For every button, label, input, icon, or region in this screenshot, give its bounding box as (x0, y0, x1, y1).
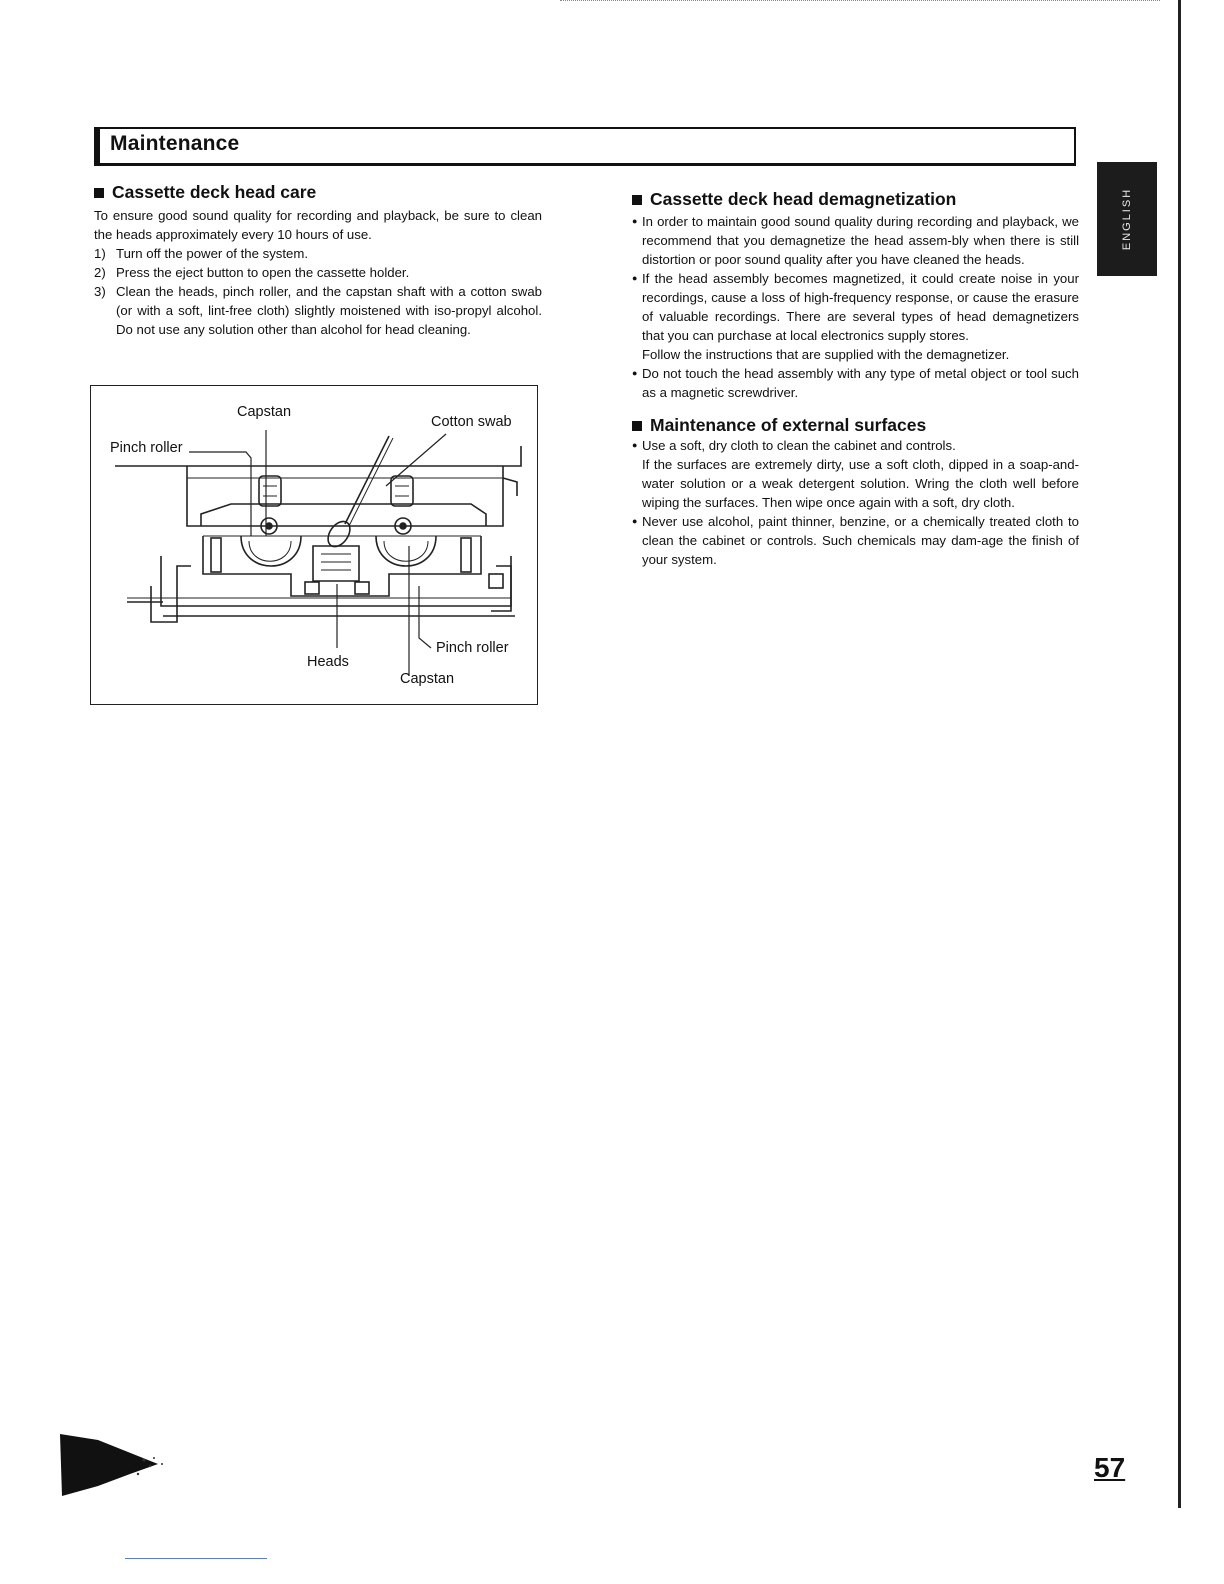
external-list-cont (632, 512, 1079, 569)
language-tab (1097, 162, 1157, 276)
external-sub-text: If the surfaces are extremely dirty, use a soft cloth, dipped in a soap-and-water solution or a weak detergent solution. Wring the cloth well before wiping the surfaces. Then wipe once again with a soft, dry cloth. (642, 457, 1079, 510)
list-item (632, 436, 1079, 455)
scan-corner-mark-icon (58, 1430, 168, 1500)
bullet-dot-icon: ● (632, 440, 638, 450)
step-number: 2) (94, 265, 106, 280)
header-left-bar (96, 127, 100, 165)
demag-list-cont (632, 364, 1079, 402)
scan-artifact-blue-line (125, 1558, 267, 1559)
head-care-heading (94, 183, 542, 202)
list-item (632, 364, 1079, 402)
head-care-steps (94, 244, 542, 339)
step-text: Press the eject button to open the cassette holder. (116, 265, 410, 280)
list-item (632, 512, 1079, 569)
head-care-section (94, 183, 542, 339)
bullet-dot-icon: ● (632, 273, 638, 283)
demag-follow-text: Follow the instructions that are supplied with the demagnetizer. (642, 347, 1010, 362)
step-item (94, 244, 542, 263)
list-item-text: Do not touch the head assembly with any type of metal object or tool such as a magnetic screwdriver. (642, 366, 1079, 400)
square-bullet-icon (94, 188, 104, 198)
scan-artifact-line (560, 0, 1160, 3)
page-edge-rule (1178, 0, 1181, 1508)
demag-list (632, 212, 1079, 345)
square-bullet-icon (632, 195, 642, 205)
list-item-text: In order to maintain good sound quality during recording and playback, we recommend that you demagnetize the head assem-bly when there is still distortion or poor sound quality after you have cleaned the heads. (642, 214, 1079, 267)
square-bullet-icon (632, 421, 642, 431)
step-text: Turn off the power of the system. (116, 246, 309, 261)
figure-label-cotton-swab: Cotton swab (431, 414, 512, 430)
figure-label-heads: Heads (307, 654, 349, 670)
external-list (632, 436, 1079, 455)
figure-label-capstan-bottom: Capstan (400, 671, 455, 687)
list-item (632, 212, 1079, 269)
head-care-intro: To ensure good sound quality for recording and playback, be sure to clean the heads approximately every 10 hours of use. (94, 208, 542, 242)
language-tab-label: ENGLISH (1121, 187, 1133, 251)
external-heading (632, 416, 1079, 435)
bullet-dot-icon: ● (632, 516, 638, 526)
step-item (94, 282, 542, 339)
figure-label-pinch-roller-right: Pinch roller (436, 640, 509, 656)
demag-title: Cassette deck head demagnetization (650, 189, 957, 209)
figure-label-pinch-roller-left: Pinch roller (110, 440, 183, 456)
step-item (94, 263, 542, 282)
section-header (94, 127, 1076, 166)
bullet-dot-icon: ● (632, 368, 638, 378)
list-item-text: If the head assembly becomes magnetized, it could create noise in your recordings, cause a loss of high-frequency response, or cause the erasure of valuable recordings. There are several types of head demagnetizers that you can purchase at local electronics supply stores. (642, 271, 1079, 343)
step-text: Clean the heads, pinch roller, and the capstan shaft with a cotton swab (or with a soft, lint-free cloth) slightly moistened with iso-propyl alcohol. Do not use any solution other than alcohol for head cleaning. (116, 284, 542, 337)
list-item-text: Use a soft, dry cloth to clean the cabinet and controls. (642, 438, 956, 453)
page-number: 57 (1094, 1452, 1126, 1483)
list-item-text: Never use alcohol, paint thinner, benzine, or a chemically treated cloth to clean the cabinet or controls. Such chemicals may dam-age the finish of your system. (642, 514, 1079, 567)
cassette-head-diagram (90, 385, 538, 705)
right-column (632, 190, 1079, 569)
external-title: Maintenance of external surfaces (650, 415, 927, 435)
list-item (632, 269, 1079, 345)
step-number: 3) (94, 284, 106, 299)
bullet-dot-icon: ● (632, 216, 638, 226)
figure-label-capstan-top: Capstan (237, 404, 292, 420)
step-number: 1) (94, 246, 106, 261)
head-care-title: Cassette deck head care (112, 182, 317, 202)
demag-heading (632, 190, 1079, 209)
page-title: Maintenance (110, 132, 240, 155)
